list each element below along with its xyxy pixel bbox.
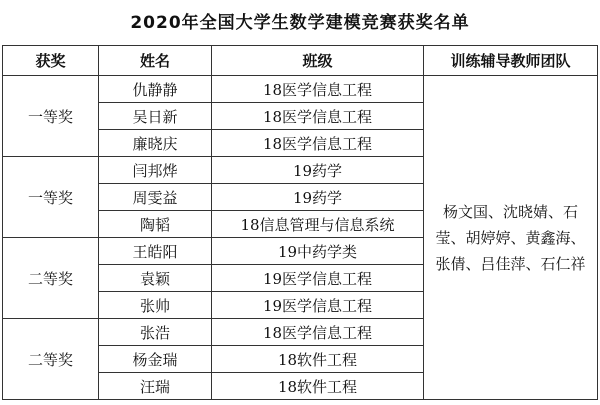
header-name: 姓名 — [99, 46, 212, 76]
student-name: 陶韬 — [99, 211, 212, 238]
team-cell — [424, 76, 598, 400]
header-row — [3, 46, 598, 76]
student-class: 18医学信息工程 — [212, 76, 424, 103]
award-cell: 二等奖 — [3, 238, 99, 319]
student-class: 19药学 — [212, 184, 424, 211]
student-name: 吴日新 — [99, 103, 212, 130]
page-title: 2020年全国大学生数学建模竞赛获奖名单 — [130, 13, 470, 33]
student-class: 18软件工程 — [212, 346, 424, 373]
student-name: 周雯益 — [99, 184, 212, 211]
student-class: 18医学信息工程 — [212, 319, 424, 346]
student-name: 汪瑞 — [99, 373, 212, 400]
student-class: 18医学信息工程 — [212, 130, 424, 157]
student-name: 张帅 — [99, 292, 212, 319]
student-class: 18信息管理与信息系统 — [212, 211, 424, 238]
team-members: 杨文国、沈晓婧、石莹、胡婷婷、黄鑫海、张倩、吕佳萍、石仁祥 — [435, 202, 586, 273]
student-class: 19药学 — [212, 157, 424, 184]
student-name: 廉晓庆 — [99, 130, 212, 157]
header-team: 训练辅导教师团队 — [424, 46, 598, 76]
student-class: 19医学信息工程 — [212, 265, 424, 292]
student-class: 19中药学类 — [212, 238, 424, 265]
header-award: 获奖 — [3, 46, 99, 76]
award-cell: 一等奖 — [3, 157, 99, 238]
header-class: 班级 — [212, 46, 424, 76]
award-cell: 一等奖 — [3, 76, 99, 157]
student-name: 袁颖 — [99, 265, 212, 292]
student-name: 闫邦烨 — [99, 157, 212, 184]
table-row — [3, 76, 598, 103]
student-class: 18医学信息工程 — [212, 103, 424, 130]
student-class: 19医学信息工程 — [212, 292, 424, 319]
student-name: 张浩 — [99, 319, 212, 346]
award-table — [2, 45, 598, 400]
student-name: 仇静静 — [99, 76, 212, 103]
student-class: 18软件工程 — [212, 373, 424, 400]
student-name: 杨金瑞 — [99, 346, 212, 373]
award-cell: 二等奖 — [3, 319, 99, 400]
student-name: 王皓阳 — [99, 238, 212, 265]
